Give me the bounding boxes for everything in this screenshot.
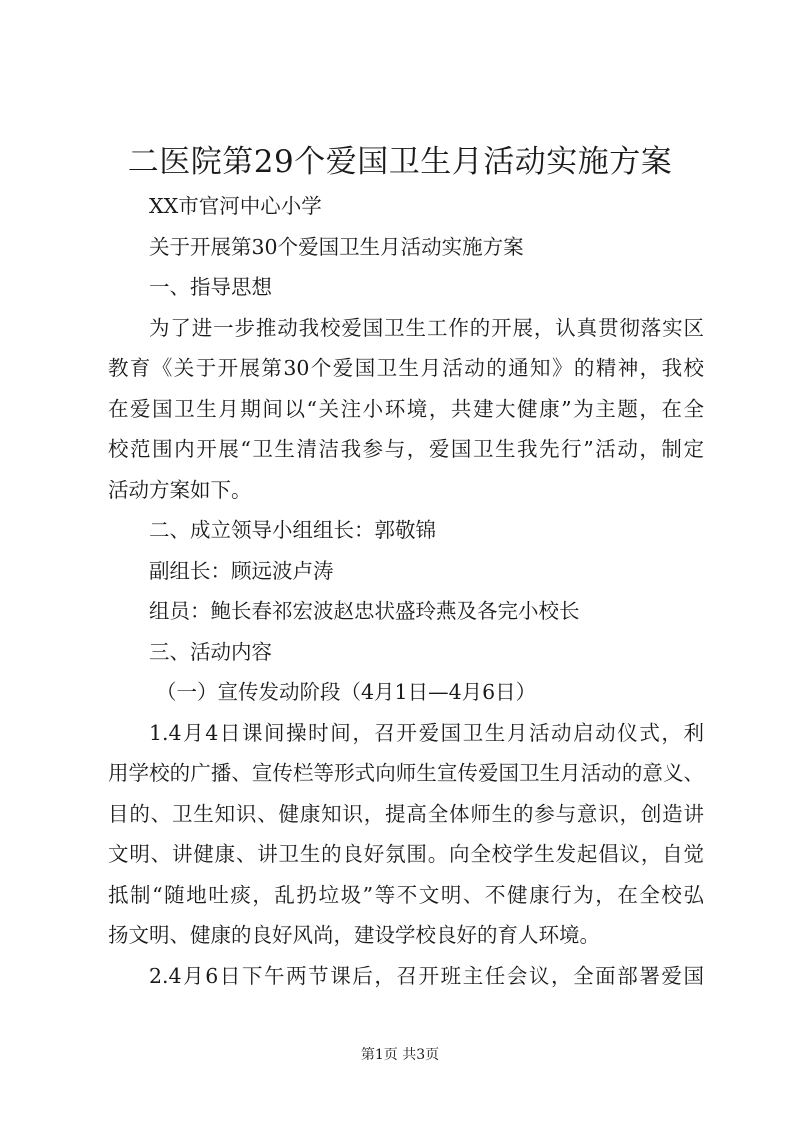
paragraph-line: 扬文明、健康的良好风尚，建设学校良好的育人环境。	[108, 923, 600, 947]
paragraph-line: 文明、讲健康、讲卫生的良好氛围。向全校学生发起倡议，自觉	[108, 842, 704, 866]
paragraph-line: 目的、卫生知识、健康知识，提高全体师生的参与意识，创造讲	[108, 801, 704, 826]
document-body	[108, 186, 704, 996]
school-name-line: XX市官河中心小学	[149, 194, 322, 218]
paragraph-line: 校范围内开展“卫生清洁我参与，爱国卫生我先行”活动，制定	[108, 437, 704, 461]
section-heading-leadership: 二、成立领导小组组长：郭敬锦	[149, 518, 436, 542]
section-heading-guiding-thought: 一、指导思想	[149, 275, 272, 299]
page-indicator: 第1页 共3页	[360, 1047, 440, 1063]
subtitle-line: 关于开展第30个爱国卫生月活动实施方案	[149, 234, 524, 259]
paragraph-line: 活动方案如下。	[108, 477, 252, 502]
paragraph-line: 抵制“随地吐痰，乱扔垃圾”等不文明、不健康行为，在全校弘	[108, 882, 704, 907]
paragraph-line: 在爱国卫生月期间以“关注小环境，共建大健康”为主题，在全	[108, 396, 704, 421]
paragraph-line: 用学校的广播、宣传栏等形式向师生宣传爱国卫生月活动的意义、	[108, 761, 704, 785]
deputy-leader-line: 副组长：顾远波卢涛	[149, 558, 334, 583]
subsection-heading-publicity: （一）宣传发动阶段（4月1日—4月6日）	[156, 680, 537, 704]
paragraph-line: 2.4月6日下午两节课后，召开班主任会议，全面部署爱国	[149, 963, 704, 988]
paragraph-line: 为了进一步推动我校爱国卫生工作的开展，认真贯彻落实区	[149, 315, 704, 340]
paragraph-line: 1.4月4日课间操时间，召开爱国卫生月活动启动仪式，利	[149, 720, 704, 745]
paragraph-line: 教育《关于开展第30个爱国卫生月活动的通知》的精神，我校	[108, 356, 704, 380]
section-heading-activities: 三、活动内容	[149, 639, 272, 664]
members-line: 组员：鲍长春祁宏波赵忠状盛玲燕及各完小校长	[149, 599, 580, 623]
document-title: 二医院第29个爱国卫生月活动实施方案	[127, 144, 673, 180]
